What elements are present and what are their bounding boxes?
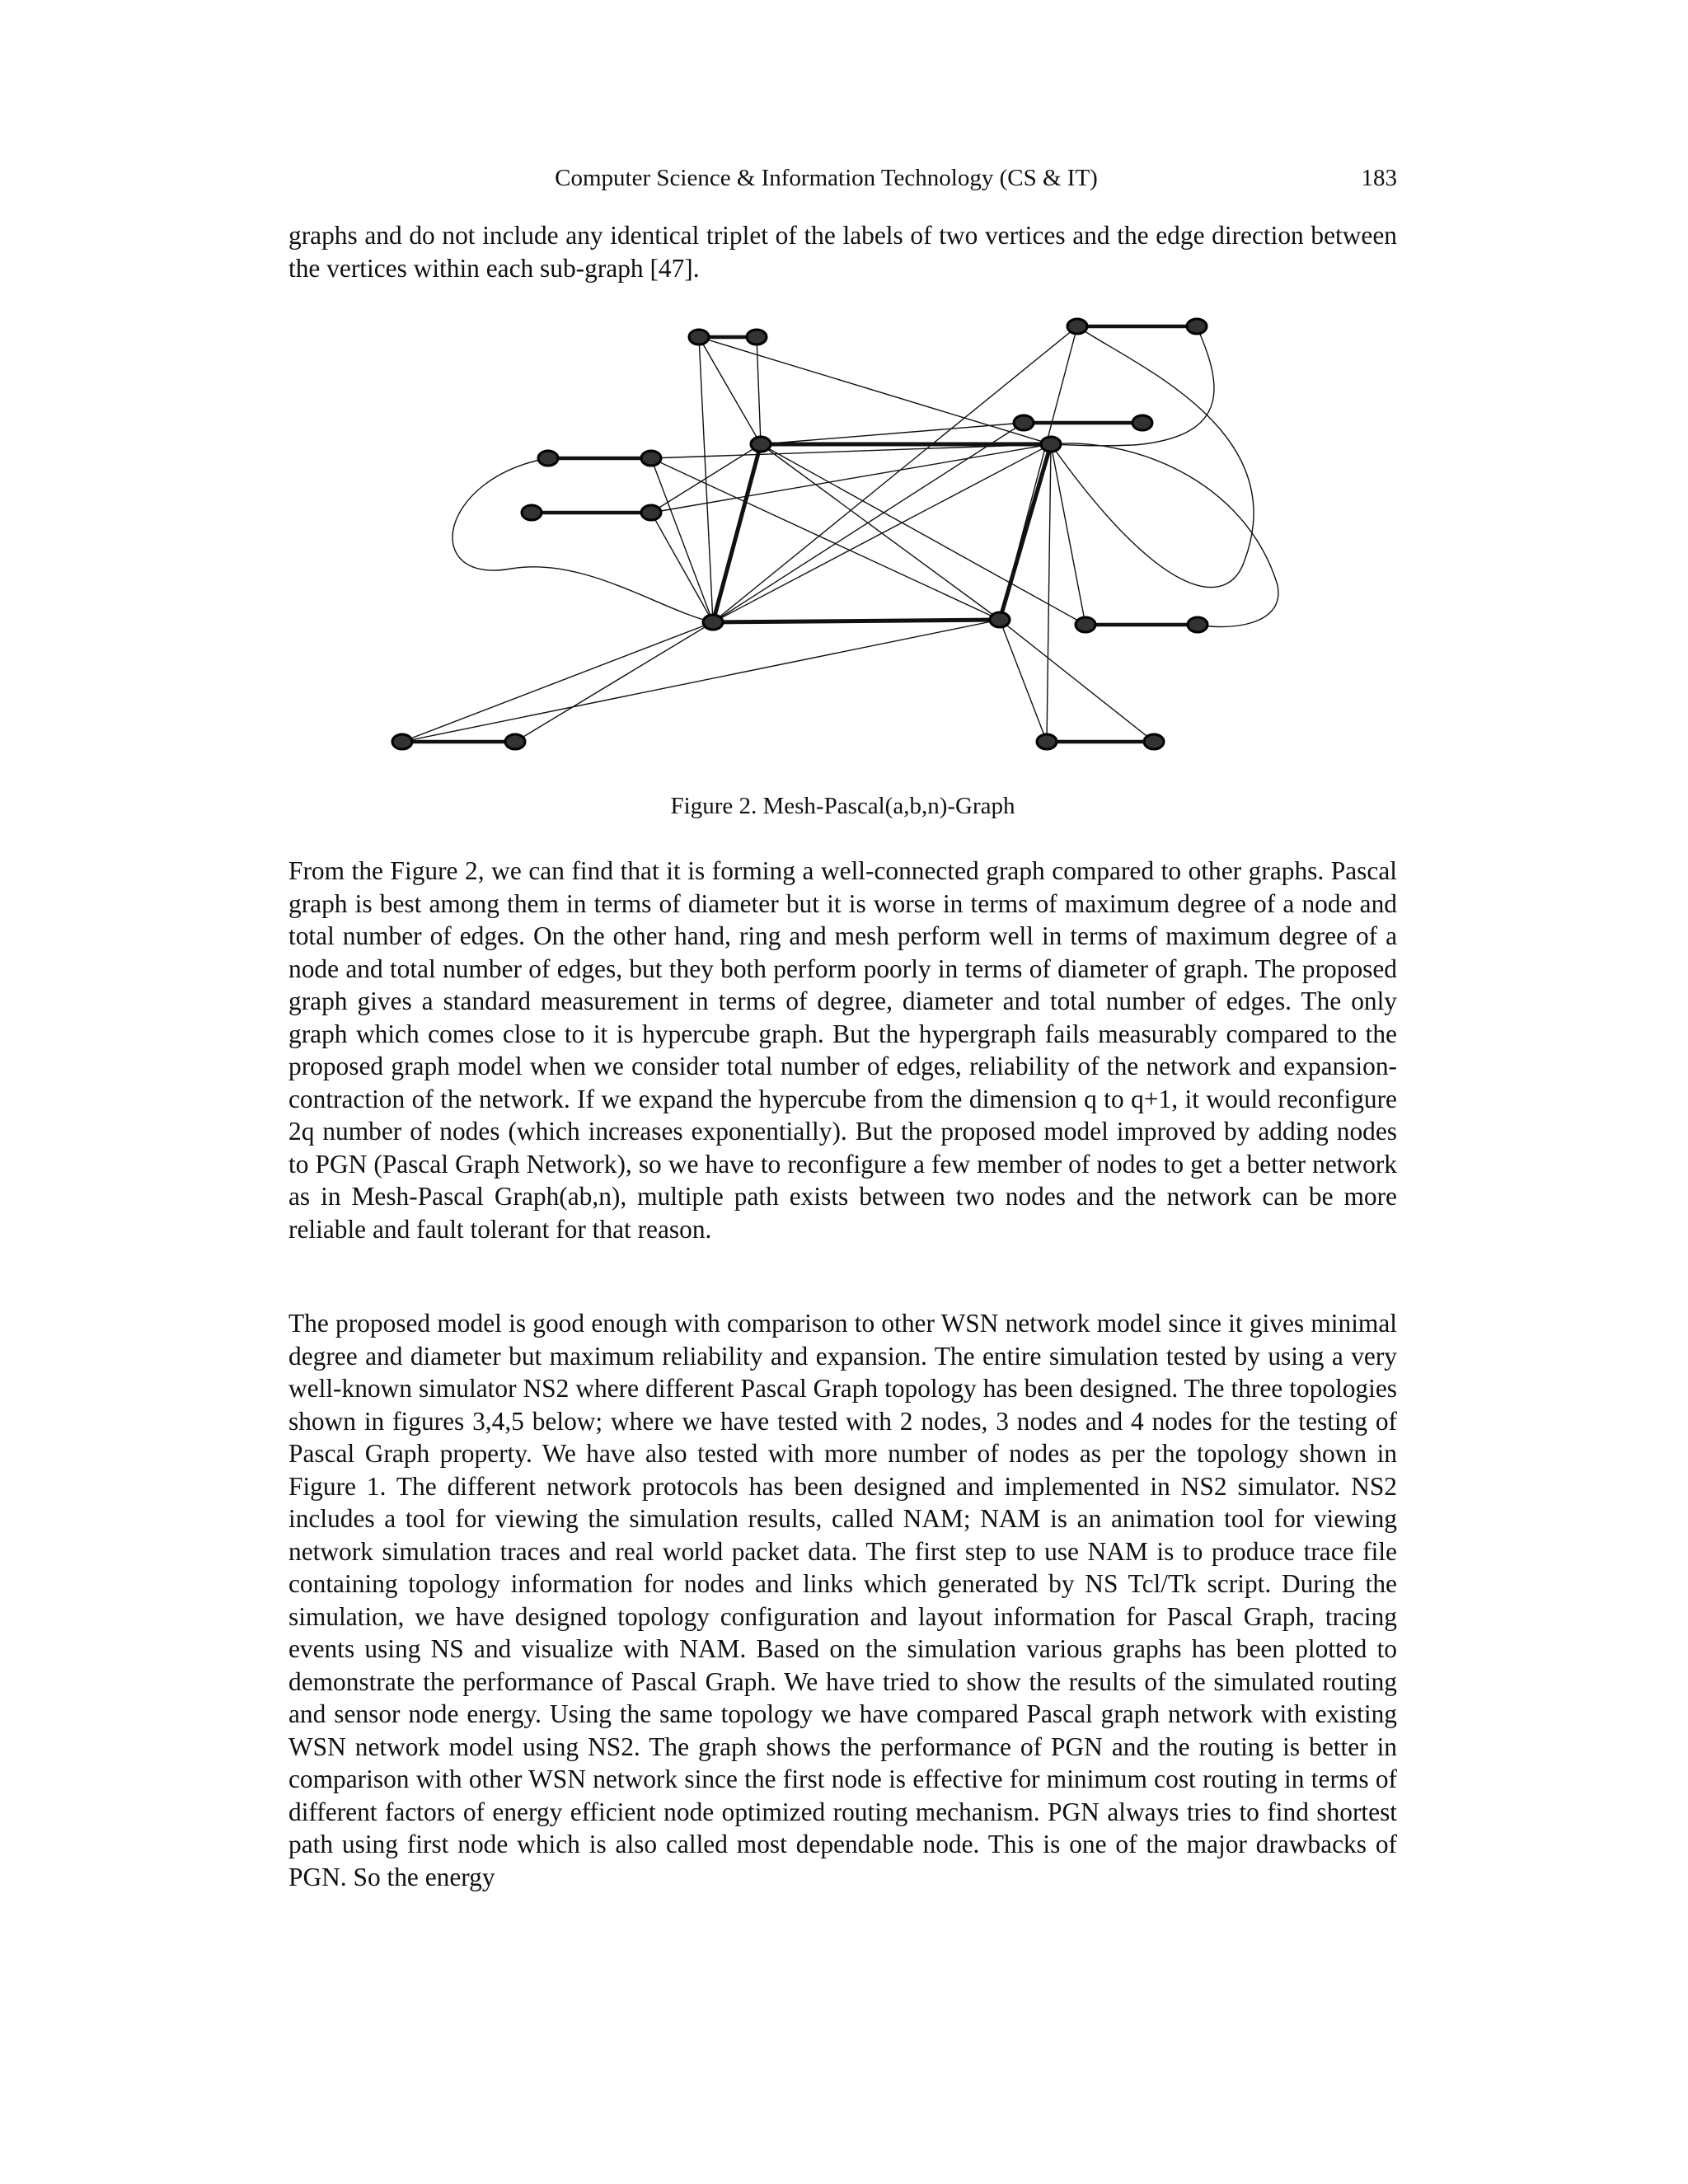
graph-edge-10 (761, 444, 1000, 620)
graph-node-l1a (538, 451, 558, 466)
graph-node-rra (1076, 617, 1095, 632)
graph-node-c (703, 615, 723, 630)
graph-curve-left (452, 458, 713, 622)
graph-node-l1b (641, 451, 661, 466)
mesh-pascal-graph-figure (387, 313, 1302, 775)
graph-edge-13 (713, 444, 1051, 622)
graph-edge-11 (761, 423, 1024, 444)
graph-node-l2b (641, 505, 661, 520)
graph-curve-top-right (1051, 326, 1214, 446)
graph-node-d (990, 612, 1010, 627)
graph-node-rrb (1188, 617, 1207, 632)
graph-node-bla (392, 734, 412, 749)
paragraph-simulation: The proposed model is good enough with comparison to other WSN network model since it gives minimal degree and diameter but maximum reliability and expansion. The entire simulation tested by using a very well-known simulator NS2 where different Pascal Graph topology has been designed. The three topologies shown in figures 3,4,5 below; where we have tested with 2 nodes, 3 nodes and 4 nodes for the testing of Pascal Graph property. We have also tested with more number of nodes as per the topology shown in Figure 1. The different network protocols has been designed and implemented in NS2 simulator. NS2 includes a tool for viewing the simulation results, called NAM; NAM is an animation tool for viewing network simulation traces and real world packet data. The first step to use NAM is to produce trace file containing topology information for nodes and links which generated by NS Tcl/Tk script. During the simulation, we have designed topology configuration and layout information for Pascal Graph, tracing events using NS and visualize with NAM. Based on the simulation various graphs has been plotted to demonstrate the performance of Pascal Graph. We have tried to show the results of the simulated routing and sensor node energy. Using the same topology we have compared Pascal graph network with existing WSN network model using NS2. The graph shows the performance of PGN and the routing is better in comparison with other WSN network since the first node is effective for minimum cost routing in terms of different factors of energy efficient node optimized routing mechanism. PGN always tries to find shortest path using first node which is also called most dependable node. This is one of the major drawbacks of PGN. So the energy (288, 1309, 1397, 1891)
graph-node-l2a (522, 505, 542, 520)
graph-node-b (1041, 437, 1061, 452)
paragraph-continuation: graphs and do not include any identical triplet of the labels of two vertices and the edge direction between the vertices within each sub-graph [47]. (288, 221, 1397, 283)
figure-caption: Figure 2. Mesh-Pascal(a,b,n)-Graph (670, 793, 1015, 819)
graph-thick-edge-6 (713, 620, 1000, 622)
graph-edge-21 (402, 622, 713, 742)
graph-edge-12 (761, 444, 1085, 625)
graph-curve-outer-return (1051, 444, 1245, 588)
graph-node-topl2 (747, 330, 767, 344)
graph-node-bra (1037, 734, 1057, 749)
journal-title: Computer Science & Information Technology (CS & IT) (555, 165, 1098, 191)
graph-edge-1 (757, 337, 761, 444)
graph-node-blb (505, 734, 525, 749)
page-number: 183 (1361, 165, 1397, 191)
graph-node-midr1 (1014, 415, 1034, 430)
graph-edge-23 (402, 620, 1000, 742)
graph-edge-8 (651, 513, 713, 622)
running-header (288, 162, 1397, 194)
graph-edge-7 (651, 444, 1051, 513)
graph-node-brb (1144, 734, 1164, 749)
paragraph-discussion: From the Figure 2, we can find that it is forming a well-connected graph compared to other graphs. Pascal graph is best among them in terms of diameter but it is worse in terms of maximum degree of a node and total number of edges. On the other hand, ring and mesh perform well in terms of maximum degree of a node and total number of edges, but they both perform poorly in terms of diameter of graph. The proposed graph gives a standard measurement in terms of degree, diameter and total number of edges. The only graph which comes close to it is hypercube graph. But the hypergraph fails measurably compared to the proposed graph model when we consider total number of edges, reliability of the network and expansion-contraction of the network. If we expand the hypercube from the dimension q to q+1, it would reconfigure 2q number of nodes (which increases exponentially). But the proposed model improved by adding nodes to PGN (Pascal Graph Network), so we have to reconfigure a few member of nodes to get a better network as in Mesh-Pascal Graph(ab,n), multiple path exists between two nodes and the network can be more reliable and fault tolerant for that reason. (288, 856, 1397, 1244)
graph-diagram (387, 313, 1302, 775)
graph-node-topr1 (1067, 319, 1087, 334)
graph-edge-15 (713, 326, 1077, 622)
graph-thick-edge-8 (1000, 444, 1051, 620)
graph-edge-20 (1051, 444, 1085, 625)
graph-curve-right (1051, 443, 1278, 627)
graph-node-topr2 (1187, 319, 1207, 334)
graph-node-a (751, 437, 771, 452)
graph-edge-2 (699, 337, 713, 622)
graph-edge-19 (1047, 444, 1051, 742)
graph-node-topl1 (689, 330, 709, 344)
graph-edge-4 (651, 444, 1051, 458)
graph-curve-outer (1077, 326, 1254, 560)
graph-node-midr2 (1132, 415, 1152, 430)
graph-edge-22 (515, 622, 713, 742)
